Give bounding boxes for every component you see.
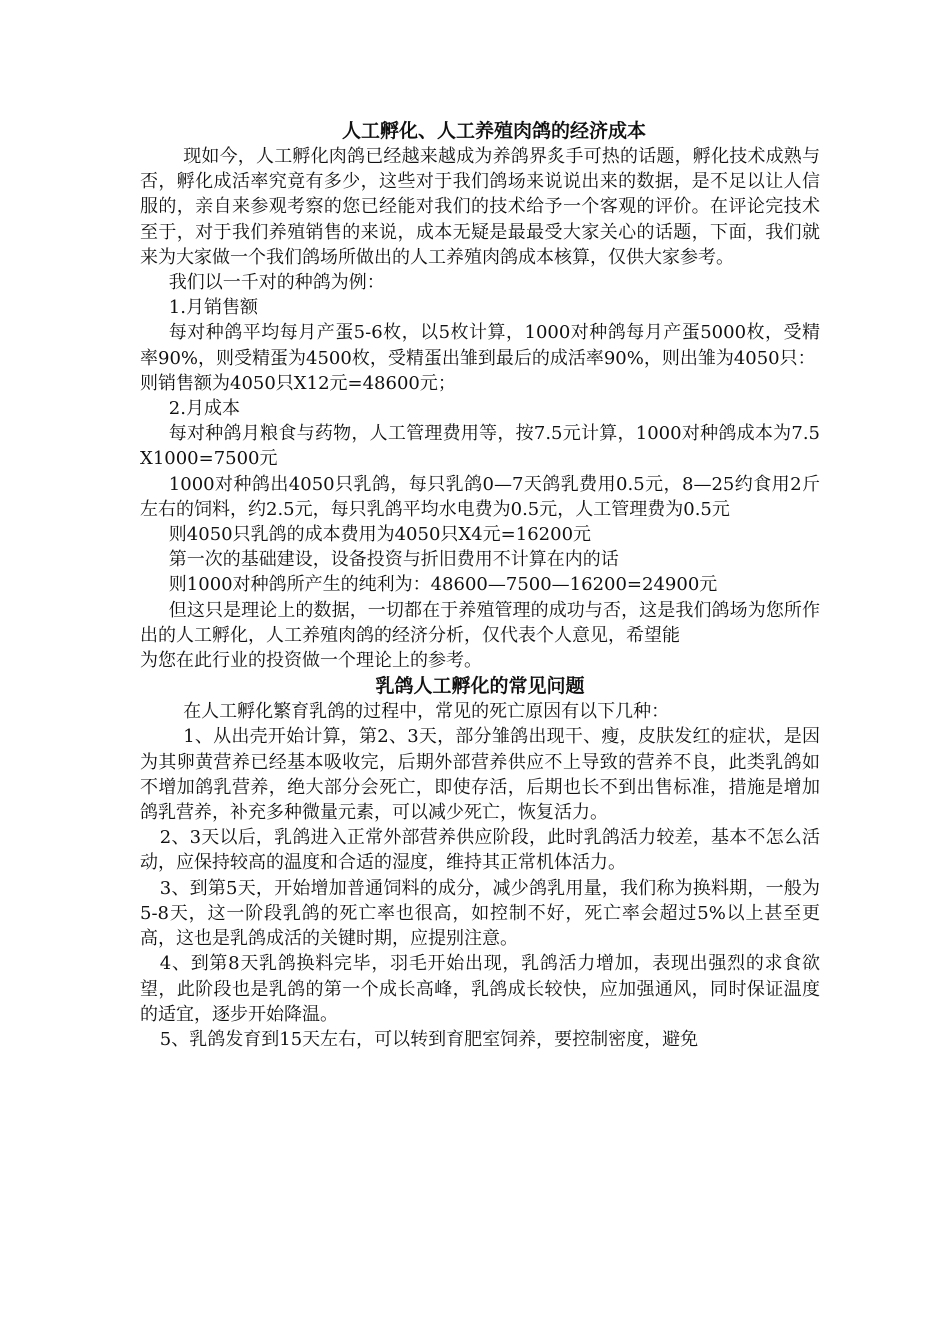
paragraph-disclaimer: 但这只是理论上的数据，一切都在于养殖管理的成功与否，这是我们鸽场为您所作出的人工孵化，人工养殖肉鸽的经济分析，仅代表个人意见，希望能 (140, 599, 820, 646)
list-item-day-5: 3、到第5天，开始增加普通饲料的成分，减少鸽乳用量，我们称为换料期，一般为5-8天，这一阶段乳鸽的死亡率也很高，如控制不好，死亡率会超过5%以上甚至更高，这也是乳鸽成活的关键时期，应提别注意。 (140, 877, 820, 950)
heading-monthly-sales: 1.月销售额 (168, 297, 258, 319)
list-item-day-15: 5、乳鸽发育到15天左右，可以转到育肥室饲养，要控制密度，避免 (159, 1028, 699, 1050)
paragraph-intro: 现如今，人工孵化肉鸽已经越来越成为养鸽界炙手可热的话题，孵化技术成熟与否，孵化成活率究竟有多少，这些对于我们鸽场来说说出来的数据，是不足以让人信服的，亲自来参观考察的您已经能对我们的技术给予一个客观的评价。在评论完技术至于，对于我们养殖销售的来说，成本无疑是最最受大家关心的话题，下面，我们就来为大家做一个我们鸽场所做出的人工养殖肉鸽成本核算，仅供大家参考。 (140, 146, 820, 268)
paragraph-reference: 为您在此行业的投资做一个理论上的参考。 (140, 650, 482, 672)
list-item-day-2-3: 1、从出壳开始计算，第2、3天，部分雏鸽出现干、瘦，皮肤发红的症状，是因为其卵黄营养已经基本吸收完，后期外部营养供应不上导致的营养不良，此类乳鸽如不增加鸽乳营养，绝大部分会死亡，即使存活，后期也长不到出售标准，措施是增加鸽乳营养，补充多种微量元素，可以减少死亡，恢复活力。 (140, 726, 820, 824)
paragraph-example: 我们以一千对的种鸽为例： (168, 272, 385, 294)
paragraph-squab-cost: 1000对种鸽出4050只乳鸽，每只乳鸽0—7天鸽乳费用0.5元，8—25约食用2斤左右的饲料，约2.5元，每只乳鸽平均水电费为0.5元，人工管理费为0.5元 (140, 473, 820, 520)
section-title: 乳鸽人工孵化的常见问题 (375, 675, 585, 698)
paragraph-infrastructure: 第一次的基础建设，设备投资与折旧费用不计算在内的话 (168, 549, 619, 571)
document-title: 人工孵化、人工养殖肉鸽的经济成本 (341, 120, 646, 142)
paragraph-causes-intro: 在人工孵化繁育乳鸽的过程中，常见的死亡原因有以下几种： (183, 701, 670, 723)
list-item-day-8: 4、到第8天乳鸽换料完毕，羽毛开始出现，乳鸽活力增加，表现出强烈的求食欲望，此阶段也是乳鸽的第一个成长高峰，乳鸽成长较快，应加强通风，同时保证温度的适宜，逐步开始降温。 (140, 953, 820, 1025)
paragraph-egg-production: 每对种鸽平均每月产蛋5-6枚，以5枚计算，1000对种鸽每月产蛋5000枚，受精率90%，则受精蛋为4500枚，受精蛋出雏到最后的成活率90%，则出雏为4050只： (140, 322, 820, 369)
paragraph-sales-amount: 则销售额为4050只X12元=48600元； (140, 372, 456, 394)
paragraph-squab-total: 则4050只乳鸽的成本费用为4050只X4元=16200元 (168, 524, 592, 546)
paragraph-breeder-cost: 每对种鸽月粮食与药物，人工管理费用等，按7.5元计算，1000对种鸽成本为7.5X1000=7500元 (140, 423, 820, 470)
list-item-after-day-3: 2、3天以后，乳鸽进入正常外部营养供应阶段，此时乳鸽活力较差，基本不怎么活动，应保持较高的温度和合适的湿度，维持其正常机体活力。 (140, 827, 820, 874)
paragraph-net-profit: 则1000对种鸽所产生的纯利为：48600—7500—16200=24900元 (168, 574, 718, 596)
document-page (140, 118, 820, 1052)
heading-monthly-cost: 2.月成本 (168, 398, 240, 420)
